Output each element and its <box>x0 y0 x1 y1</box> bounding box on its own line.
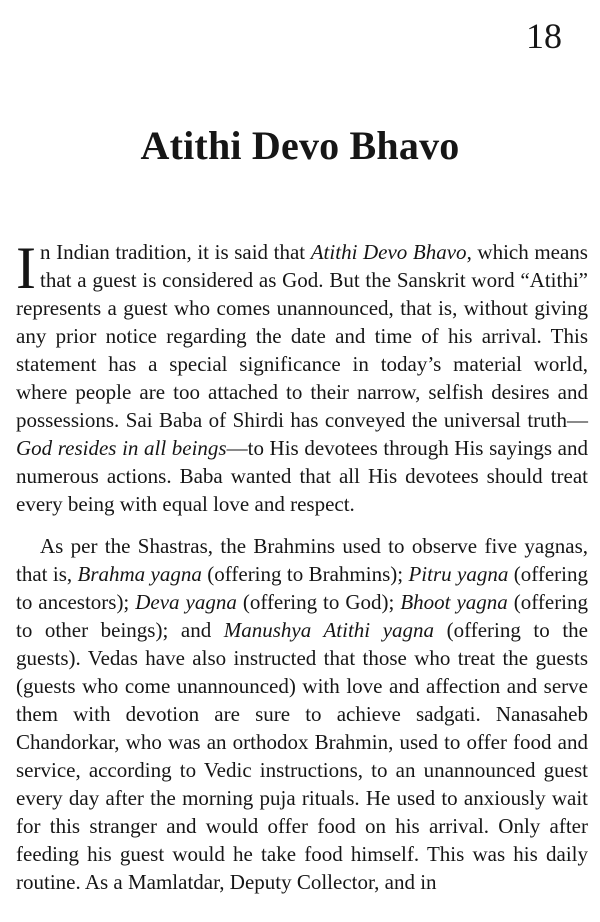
page-number: 18 <box>526 16 562 56</box>
paragraph-2 <box>16 532 588 896</box>
text-run: —to His devotees through His sayings and numerous actions. Baba wanted that all His devotees should treat every being with equal love and respect. <box>16 436 588 516</box>
text-run: n Indian tradition, it is said that <box>39 240 311 264</box>
italic-phrase: Bhoot yagna <box>400 590 508 614</box>
text-run: As per the Shastras, the Brahmins used to observe five yagnas, that is, <box>16 534 588 586</box>
italic-phrase: Deva yagna <box>135 590 237 614</box>
text-run: (offering to other beings); and <box>16 590 589 642</box>
paragraph-1 <box>16 235 588 518</box>
italic-phrase: Atithi Devo Bhavo <box>310 240 467 264</box>
italic-phrase: Brahma yagna <box>77 562 202 586</box>
chapter-body <box>16 235 589 896</box>
text-run: (offering to ancestors); <box>16 562 588 614</box>
text-run: (offering to Brahmins); <box>201 562 409 586</box>
text-run: , which means that a guest is considered as God. But the Sanskrit word “Atithi” represents a guest who comes unannounced, that is, without giving any prior notice regarding the date and time of his arrival. This statement has a special significance in today’s material world, where people are too attached to their narrow, selfish desires and possessions. Sai Baba of Shirdi has conveyed the universal truth— <box>16 240 588 432</box>
italic-phrase: Manushya Atithi yagna <box>223 618 435 642</box>
text-run: (offering to the guests). Vedas have also instructed that those who treat the guests (guests who come unannounced) with love and affection and serve them with devotion are sure to achieve sadgati. Nanasaheb Chandorkar, who was an orthodox Brahmin, used to offer food and service, according to Vedic instructions, to an unannounced guest every day after the morning puja rituals. He used to anxiously wait for this stranger and would offer food on his arrival. Only after feeding his guest would he take food himself. This was his daily routine. As a Mamlatdar, Deputy Collector, and in <box>16 618 588 894</box>
drop-cap: I <box>16 235 36 301</box>
text-run: (offering to God); <box>236 590 401 614</box>
chapter-title: Atithi Devo Bhavo <box>140 123 460 168</box>
italic-phrase: God resides in all beings <box>16 436 227 460</box>
italic-phrase: Pitru yagna <box>408 562 509 586</box>
